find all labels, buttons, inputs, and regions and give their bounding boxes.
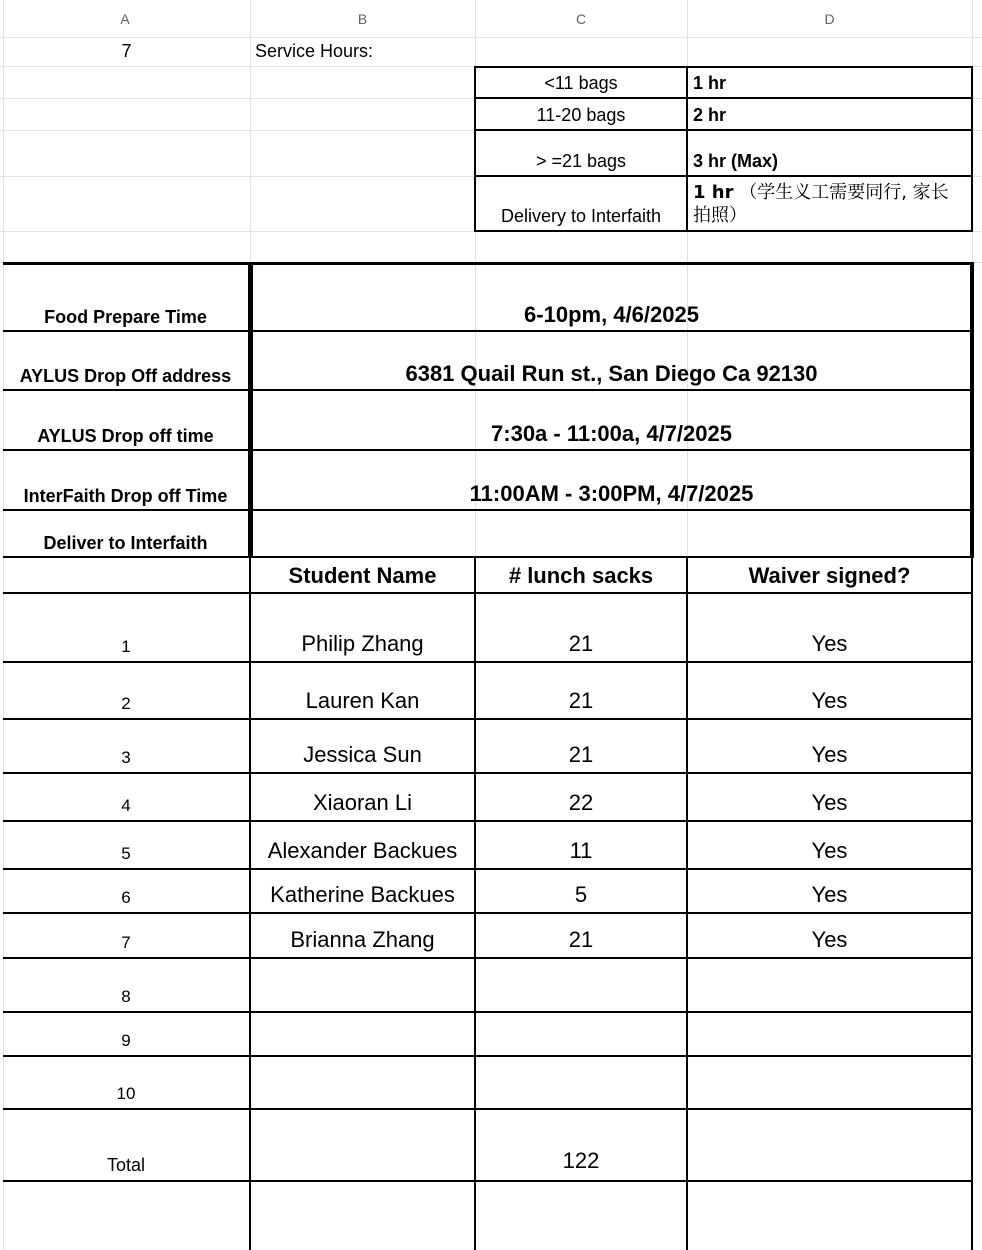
row-number[interactable]: 2 bbox=[121, 694, 131, 713]
column-header-b[interactable]: B bbox=[250, 0, 475, 37]
waiver-signed[interactable] bbox=[688, 1013, 971, 1055]
student-name[interactable] bbox=[251, 959, 474, 1011]
waiver-signed[interactable]: Yes bbox=[811, 790, 848, 815]
row-number[interactable]: 7 bbox=[121, 933, 131, 952]
header-student-name[interactable]: Student Name bbox=[288, 563, 437, 588]
lunch-sacks[interactable] bbox=[476, 959, 686, 1011]
column-header-d[interactable]: D bbox=[687, 0, 972, 37]
total-label[interactable]: Total bbox=[106, 1155, 146, 1175]
student-name[interactable] bbox=[251, 1013, 474, 1055]
service-hours-2[interactable]: 2 hr bbox=[693, 105, 727, 125]
service-range-2[interactable]: 11-20 bags bbox=[536, 105, 626, 125]
student-name[interactable]: Xiaoran Li bbox=[312, 790, 413, 815]
service-range-3[interactable]: > =21 bags bbox=[535, 151, 627, 171]
total-value[interactable]: 122 bbox=[562, 1148, 600, 1173]
header-lunch-sacks[interactable]: # lunch sacks bbox=[508, 563, 654, 588]
student-name[interactable]: Lauren Kan bbox=[305, 688, 420, 713]
student-name[interactable]: Jessica Sun bbox=[303, 742, 422, 767]
lunch-sacks[interactable]: 11 bbox=[569, 838, 593, 863]
header-waiver-signed[interactable]: Waiver signed? bbox=[748, 563, 911, 588]
waiver-signed[interactable]: Yes bbox=[811, 742, 848, 767]
row-number[interactable]: 1 bbox=[121, 637, 131, 656]
student-name[interactable]: Philip Zhang bbox=[301, 631, 424, 656]
column-header-a[interactable]: A bbox=[0, 0, 250, 37]
student-name[interactable]: Brianna Zhang bbox=[290, 927, 435, 952]
column-header-c[interactable]: C bbox=[475, 0, 687, 37]
service-hours-4-note: （学生义工需要同行, 家长 bbox=[739, 182, 949, 203]
info-value-drop-off-address[interactable]: 6381 Quail Run st., San Diego Ca 92130 bbox=[405, 361, 818, 386]
student-name[interactable] bbox=[251, 1057, 474, 1108]
service-hours-4-note-cont: 拍照） bbox=[693, 205, 747, 226]
row-number[interactable]: 4 bbox=[121, 796, 131, 815]
info-value-drop-off-time[interactable]: 7:30a - 11:00a, 4/7/2025 bbox=[491, 421, 732, 446]
lunch-sacks[interactable]: 22 bbox=[568, 790, 594, 815]
service-range-1[interactable]: <11 bags bbox=[544, 73, 618, 93]
waiver-signed[interactable] bbox=[688, 959, 971, 1011]
lunch-sacks[interactable] bbox=[476, 1013, 686, 1055]
service-hours-1[interactable]: 1 hr bbox=[693, 73, 727, 93]
row-number[interactable]: 9 bbox=[121, 1031, 131, 1050]
waiver-signed[interactable] bbox=[688, 1057, 971, 1108]
service-range-4[interactable]: Delivery to Interfaith bbox=[500, 206, 662, 226]
info-value-interfaith-time[interactable]: 11:00AM - 3:00PM, 4/7/2025 bbox=[469, 481, 754, 506]
lunch-sacks[interactable] bbox=[476, 1057, 686, 1108]
waiver-signed[interactable]: Yes bbox=[811, 631, 848, 656]
row-number[interactable]: 8 bbox=[121, 987, 131, 1006]
waiver-signed[interactable]: Yes bbox=[811, 882, 848, 907]
row-number[interactable]: 5 bbox=[121, 844, 131, 863]
cell-a-top[interactable]: 7 bbox=[121, 41, 132, 61]
waiver-signed[interactable]: Yes bbox=[811, 688, 848, 713]
service-hours-4[interactable] bbox=[688, 177, 971, 231]
lunch-sacks[interactable]: 21 bbox=[568, 631, 594, 656]
lunch-sacks[interactable]: 21 bbox=[568, 927, 594, 952]
info-label-drop-off-time[interactable]: AYLUS Drop off time bbox=[37, 426, 214, 446]
info-value-food-prepare[interactable]: 6-10pm, 4/6/2025 bbox=[524, 302, 699, 327]
waiver-signed[interactable]: Yes bbox=[811, 927, 848, 952]
info-value-deliver-interfaith[interactable] bbox=[253, 511, 970, 556]
student-name[interactable]: Katherine Backues bbox=[270, 882, 455, 907]
service-hours-label[interactable]: Service Hours: bbox=[255, 41, 374, 61]
row-number[interactable]: 6 bbox=[121, 888, 131, 907]
waiver-signed[interactable]: Yes bbox=[811, 838, 848, 863]
student-name[interactable]: Alexander Backues bbox=[267, 838, 458, 863]
info-label-drop-off-address[interactable]: AYLUS Drop Off address bbox=[19, 366, 232, 386]
lunch-sacks[interactable]: 5 bbox=[574, 882, 588, 907]
info-label-food-prepare[interactable]: Food Prepare Time bbox=[44, 307, 207, 327]
info-label-deliver-interfaith[interactable]: Deliver to Interfaith bbox=[43, 533, 208, 553]
service-hours-3[interactable]: 3 hr (Max) bbox=[693, 151, 779, 171]
lunch-sacks[interactable]: 21 bbox=[568, 742, 594, 767]
row-number[interactable]: 10 bbox=[116, 1084, 136, 1103]
row-number[interactable]: 3 bbox=[121, 748, 131, 767]
info-label-interfaith-time[interactable]: InterFaith Drop off Time bbox=[23, 486, 228, 506]
service-hours-4-value: 1 hr bbox=[693, 182, 734, 203]
lunch-sacks[interactable]: 21 bbox=[568, 688, 594, 713]
